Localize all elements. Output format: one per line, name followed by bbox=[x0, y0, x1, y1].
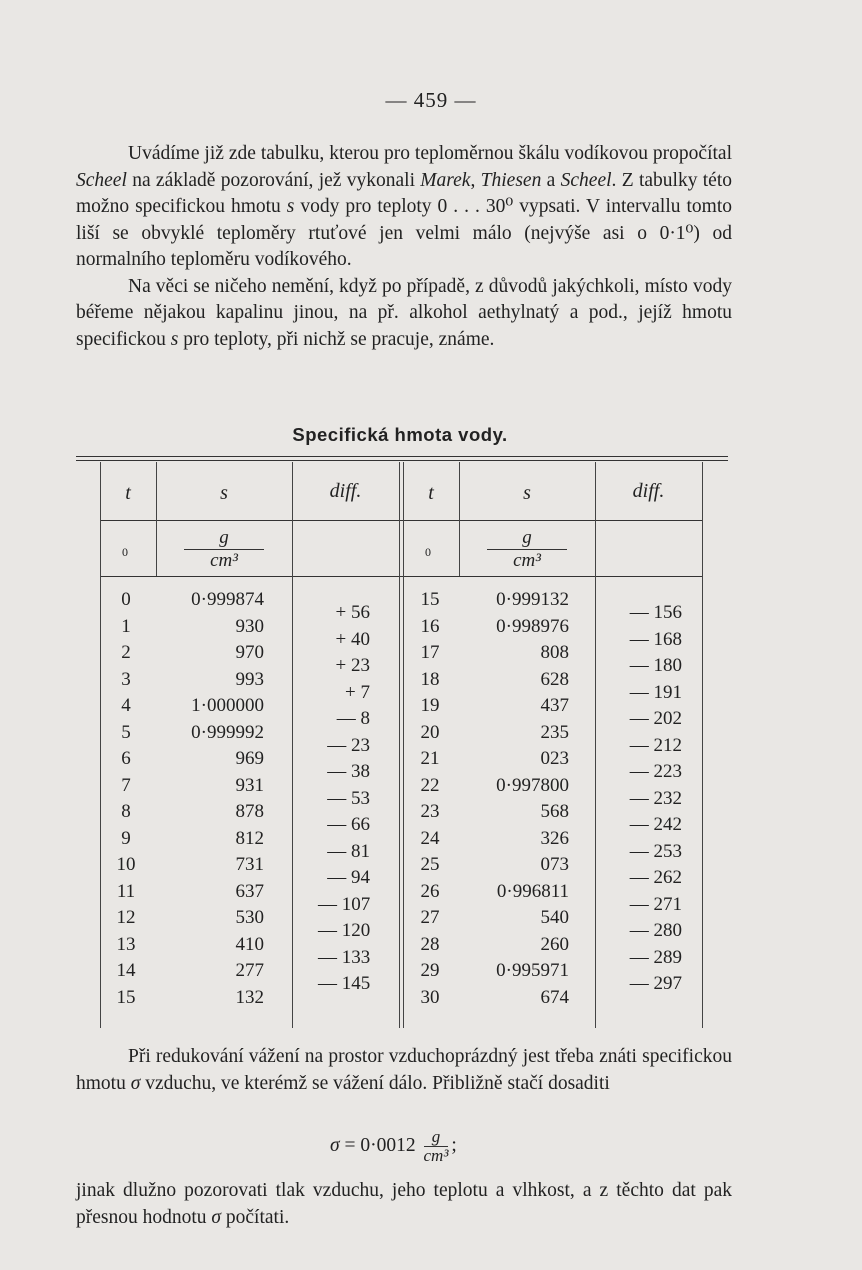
cell: 9 bbox=[121, 827, 131, 849]
cell: 637 bbox=[235, 880, 264, 902]
units-divider bbox=[100, 576, 702, 577]
header-s-right: s bbox=[523, 482, 531, 504]
cell: 969 bbox=[235, 748, 264, 769]
column-t-right bbox=[410, 587, 450, 1011]
cell: + 7 bbox=[345, 681, 370, 703]
column-diff-left bbox=[318, 600, 370, 998]
column-s-right bbox=[483, 587, 569, 1011]
table-title: Specifická hmota vody. bbox=[292, 424, 508, 445]
cell: — 180 bbox=[629, 655, 682, 676]
cell: 22 bbox=[420, 774, 440, 796]
cell: 0 bbox=[121, 589, 131, 610]
cell: 0·998976 bbox=[496, 615, 569, 637]
paragraph-2: Na věci se ničeho nemění, když po případě, z důvodů jakýchkoli, místo vody béřeme nějakou kapalinu jinou, na př. alkohol aethylnatý a pod., jejíž hmotu specifickou s pro teploty, při nichž se pracuje, známe. bbox=[76, 275, 732, 350]
cell: — 242 bbox=[629, 814, 682, 835]
cell: 0·999874 bbox=[191, 589, 264, 610]
cell: 073 bbox=[540, 854, 569, 875]
cell: 0·995971 bbox=[496, 960, 569, 981]
cell: 235 bbox=[540, 721, 569, 743]
unit-s-left: $\frac{g}{\text{cm³}}$ bbox=[184, 527, 264, 572]
cell: 30 bbox=[420, 986, 440, 1008]
header-s-left: s bbox=[220, 482, 228, 504]
cell: 1 bbox=[121, 615, 131, 637]
cell: — 271 bbox=[629, 893, 682, 915]
cell: 628 bbox=[540, 668, 569, 690]
paragraph-1: Uvádíme již zde tabulku, kterou pro teploměrnou škálu vodíkovou propočítal Scheel na základě pozorování, jež vykonali Marek, Thiesen a Scheel. Z tabulky této možno specifickou hmotu s vody pro teploty 0 . . . 30⁰ vypsati. V intervallu tomto liší se obvyklé teploměry rtuťové jen velmi málo (nejvýše asi o 0·1⁰) od normalního teploměru vodíkového. bbox=[76, 143, 733, 270]
column-t-left bbox=[106, 587, 146, 1011]
cell: 993 bbox=[235, 668, 264, 690]
column-diff-right bbox=[620, 600, 682, 998]
cell: 27 bbox=[420, 907, 440, 928]
cell: 326 bbox=[540, 827, 569, 849]
page-number: — 459 — bbox=[385, 88, 477, 112]
cell: 5 bbox=[121, 721, 131, 743]
cell: 0·999992 bbox=[191, 721, 264, 743]
cell: 29 bbox=[420, 960, 440, 981]
cell: 568 bbox=[540, 801, 569, 822]
cell: 17 bbox=[420, 642, 440, 663]
cell: 10 bbox=[116, 854, 136, 875]
cell: — 53 bbox=[327, 787, 370, 809]
cell: — 212 bbox=[629, 734, 682, 756]
cell: 24 bbox=[420, 827, 440, 849]
cell: 3 bbox=[121, 668, 131, 690]
cell: — 262 bbox=[629, 867, 682, 888]
cell: — 223 bbox=[629, 761, 682, 782]
unit-t-left: 0 bbox=[122, 545, 128, 559]
cell: — 23 bbox=[327, 734, 370, 756]
cell: — 8 bbox=[336, 708, 370, 729]
cell: 14 bbox=[116, 960, 136, 981]
cell: — 202 bbox=[629, 708, 682, 729]
cell: 13 bbox=[116, 933, 136, 955]
cell: 4 bbox=[121, 695, 131, 716]
cell: — 156 bbox=[629, 602, 682, 623]
cell: 15 bbox=[420, 589, 440, 610]
cell: — 66 bbox=[327, 814, 370, 835]
cell: 812 bbox=[235, 827, 264, 849]
cell: 18 bbox=[420, 668, 440, 690]
cell: — 289 bbox=[629, 946, 682, 968]
cell: 26 bbox=[420, 880, 440, 902]
cell: — 253 bbox=[629, 840, 682, 862]
cell: 277 bbox=[235, 960, 264, 981]
cell: 19 bbox=[420, 695, 440, 716]
header-diff-right: diff. bbox=[632, 480, 665, 502]
cell: 6 bbox=[121, 748, 131, 769]
cell: — 107 bbox=[318, 893, 371, 915]
cell: — 297 bbox=[629, 973, 682, 994]
header-diff-left: diff. bbox=[329, 480, 362, 502]
cell: 21 bbox=[420, 748, 440, 769]
header-divider bbox=[100, 520, 702, 521]
cell: 7 bbox=[121, 774, 131, 796]
outro-text bbox=[76, 1044, 732, 1097]
air-density-formula: σ = 0·0012 $\frac{g}{\text{cm³}}$ ; bbox=[330, 1127, 457, 1165]
table-top-rule-2 bbox=[76, 460, 728, 461]
cell: 931 bbox=[235, 774, 264, 796]
paragraph-3: Při redukování vážení na prostor vzduchoprázdný jest třeba znáti specifickou hmotu σ vzduchu, ve kterémž se vážení dálo. Přibližně stačí dosaditi bbox=[76, 1046, 732, 1094]
cell: 674 bbox=[540, 986, 569, 1008]
cell: 930 bbox=[235, 615, 264, 637]
cell: — 133 bbox=[318, 946, 371, 968]
table-top-rule bbox=[76, 456, 728, 457]
cell: — 191 bbox=[629, 681, 682, 703]
cell: 11 bbox=[116, 880, 136, 902]
cell: 23 bbox=[420, 801, 440, 822]
cell: 540 bbox=[540, 907, 569, 928]
cell: — 81 bbox=[327, 840, 370, 862]
cell: + 56 bbox=[335, 602, 370, 623]
cell: 970 bbox=[235, 642, 264, 663]
cell: 20 bbox=[420, 721, 440, 743]
cell: 12 bbox=[116, 907, 136, 928]
cell: 0·999132 bbox=[496, 589, 569, 610]
cell: 410 bbox=[235, 933, 264, 955]
cell: — 168 bbox=[629, 628, 682, 650]
cell: 437 bbox=[540, 695, 569, 716]
cell: 28 bbox=[420, 933, 440, 955]
cell: + 40 bbox=[335, 628, 370, 650]
cell: 25 bbox=[420, 854, 440, 875]
cell: 16 bbox=[420, 615, 440, 637]
cell: — 280 bbox=[629, 920, 682, 941]
paragraph-4: jinak dlužno pozorovati tlak vzduchu, jeho teplotu a vlhkost, a z těchto dat pak přesnou hodnotu σ počítati. bbox=[76, 1180, 732, 1228]
unit-s-right: $\frac{g}{\text{cm³}}$ bbox=[487, 527, 567, 572]
cell: 2 bbox=[121, 642, 131, 663]
cell: 023 bbox=[540, 748, 569, 769]
cell: 1·000000 bbox=[191, 695, 264, 716]
cell: — 94 bbox=[327, 867, 370, 888]
unit-t-right: 0 bbox=[425, 545, 431, 559]
cell: 530 bbox=[235, 907, 264, 928]
cell: — 232 bbox=[629, 787, 682, 809]
column-s-left bbox=[178, 587, 264, 1011]
cell: 878 bbox=[235, 801, 264, 822]
cell: 260 bbox=[540, 933, 569, 955]
cell: 0·996811 bbox=[496, 880, 569, 902]
cell: — 145 bbox=[318, 973, 371, 994]
cell: 8 bbox=[121, 801, 131, 822]
intro-text bbox=[76, 141, 732, 353]
header-t-left: t bbox=[125, 482, 131, 504]
cell: 808 bbox=[540, 642, 569, 663]
cell: — 120 bbox=[318, 920, 371, 941]
cell: 0·997800 bbox=[496, 774, 569, 796]
cell: 15 bbox=[116, 986, 136, 1008]
cell: — 38 bbox=[327, 761, 370, 782]
closing-text bbox=[76, 1178, 732, 1231]
cell: 132 bbox=[235, 986, 264, 1008]
cell: + 23 bbox=[335, 655, 370, 676]
header-t-right: t bbox=[428, 482, 434, 504]
cell: 731 bbox=[235, 854, 264, 875]
